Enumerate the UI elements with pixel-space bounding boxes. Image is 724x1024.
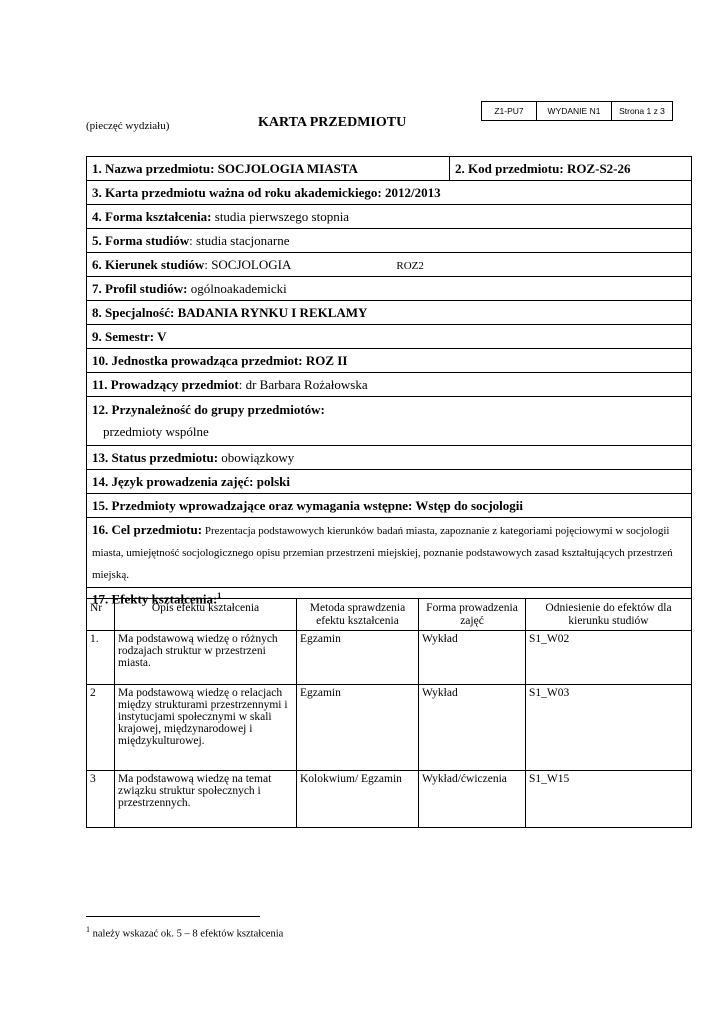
table-row (87, 631, 692, 685)
study-form-label: 5. Forma studiów (92, 232, 190, 248)
faculty-stamp-label: (pieczęć wydziału) (86, 120, 170, 132)
lecturer-label: 11. Prowadzący przedmiot (92, 376, 239, 392)
language: 14. Język prowadzenia zajęć: polski (87, 470, 692, 494)
prerequisites: 15. Przedmioty wprowadzające oraz wymagania wstępne: Wstęp do socjologii (87, 494, 692, 518)
page-number: Strona 1 z 3 (612, 102, 673, 121)
study-profile (87, 277, 692, 301)
footnote-ref: 1 (217, 590, 222, 600)
outcome-method: Egzamin (297, 685, 419, 771)
study-form (87, 229, 692, 253)
learning-outcomes-label: 17. Efekty kształcenia: (92, 591, 218, 607)
outcome-reference: S1_W03 (526, 685, 692, 771)
course-code: 2. Kod przedmiotu: ROZ-S2-26 (450, 157, 692, 181)
footnote-mark: 1 (86, 925, 90, 934)
course-goal (87, 518, 692, 588)
table-row (87, 771, 692, 828)
outcomes-header-row (87, 599, 692, 631)
course-group-label: 12. Przynależność do grupy przedmiotów: (92, 402, 325, 417)
outcome-reference: S1_W02 (526, 631, 692, 685)
footnote-divider (86, 916, 260, 917)
study-profile-value: ogólnoakademicki (187, 280, 287, 296)
course-status-label: 13. Status przedmiotu: (92, 449, 219, 465)
education-form (87, 205, 692, 229)
field-of-study (87, 253, 692, 277)
outcome-method: Kolokwium/ Egzamin (297, 771, 419, 828)
outcome-form: Wykład/ćwiczenia (419, 771, 526, 828)
outcome-form: Wykład (419, 685, 526, 771)
row-course-name (87, 157, 692, 181)
outcome-reference: S1_W15 (526, 771, 692, 828)
learning-outcomes-table (86, 598, 692, 828)
table-row (87, 685, 692, 771)
document-header-box (481, 101, 673, 121)
field-of-study-label: 6. Kierunek studiów (92, 256, 205, 272)
course-card-table (86, 156, 692, 610)
course-group-value: przedmioty wspólne (103, 424, 209, 439)
course-status (87, 446, 692, 470)
outcome-nr: 2 (87, 685, 115, 771)
study-profile-label: 7. Profil studiów: (92, 280, 188, 296)
lecturer (87, 373, 692, 397)
course-goal-label: 16. Cel przedmiotu: (92, 522, 203, 537)
field-of-study-code: ROZ2 (396, 259, 424, 272)
outcome-description: Ma podstawową wiedzę na temat związku struktur społecznych i przestrzennych. (115, 771, 297, 828)
outcome-nr: 3 (87, 771, 115, 828)
study-form-value: : studia stacjonarne (189, 232, 290, 248)
field-of-study-value: : SOCJOLOGIA (204, 256, 292, 272)
course-group (87, 397, 692, 446)
semester: 9. Semestr: V (87, 325, 692, 349)
specialization: 8. Specjalność: BADANIA RYNKU I REKLAMY (87, 301, 692, 325)
outcome-nr: 1. (87, 631, 115, 685)
col-nr: Nr (87, 599, 115, 631)
course-name: 1. Nazwa przedmiotu: SOCJOLOGIA MIASTA (87, 157, 450, 181)
footnote-text: należy wskazać ok. 5 – 8 efektów kształcenia (90, 928, 284, 940)
education-form-value: studia pierwszego stopnia (211, 208, 350, 224)
col-assessment-method: Metoda sprawdzenia efektu kształcenia (297, 599, 419, 631)
course-goal-value: Prezentacja podstawowych kierunków badań miasta, zapoznanie z kategoriami pojęciowymi w socjologii miasta, umiejętność socjologicznego opisu przemian przestrzeni miejskiej, poznanie podstawowych zasad kształtujących przestrzeń miejską. (92, 525, 673, 581)
col-description: Opis efektu kształcenia (115, 599, 297, 631)
outcome-method: Egzamin (297, 631, 419, 685)
doc-code: Z1-PU7 (482, 102, 537, 121)
col-class-form: Forma prowadzenia zajęć (419, 599, 526, 631)
footnote (86, 925, 283, 940)
education-form-label: 4. Forma kształcenia: (92, 208, 212, 224)
lecturer-value: : dr Barbara Rożałowska (238, 376, 368, 392)
outcome-description: Ma podstawową wiedzę o różnych rodzajach struktur w przestrzeni miasta. (115, 631, 297, 685)
page-title: KARTA PRZEDMIOTU (258, 115, 407, 130)
edition: WYDANIE N1 (537, 102, 612, 121)
teaching-unit: 10. Jednostka prowadząca przedmiot: ROZ II (87, 349, 692, 373)
valid-from: 3. Karta przedmiotu ważna od roku akademickiego: 2012/2013 (87, 181, 692, 205)
course-status-value: obowiązkowy (218, 449, 295, 465)
outcome-form: Wykład (419, 631, 526, 685)
col-reference: Odniesienie do efektów dla kierunku studiów (526, 599, 692, 631)
outcome-description: Ma podstawową wiedzę o relacjach między strukturami przestrzennymi i instytucjami społecznymi w skali krajowej, międzynarodowej i międzykulturowej. (115, 685, 297, 771)
